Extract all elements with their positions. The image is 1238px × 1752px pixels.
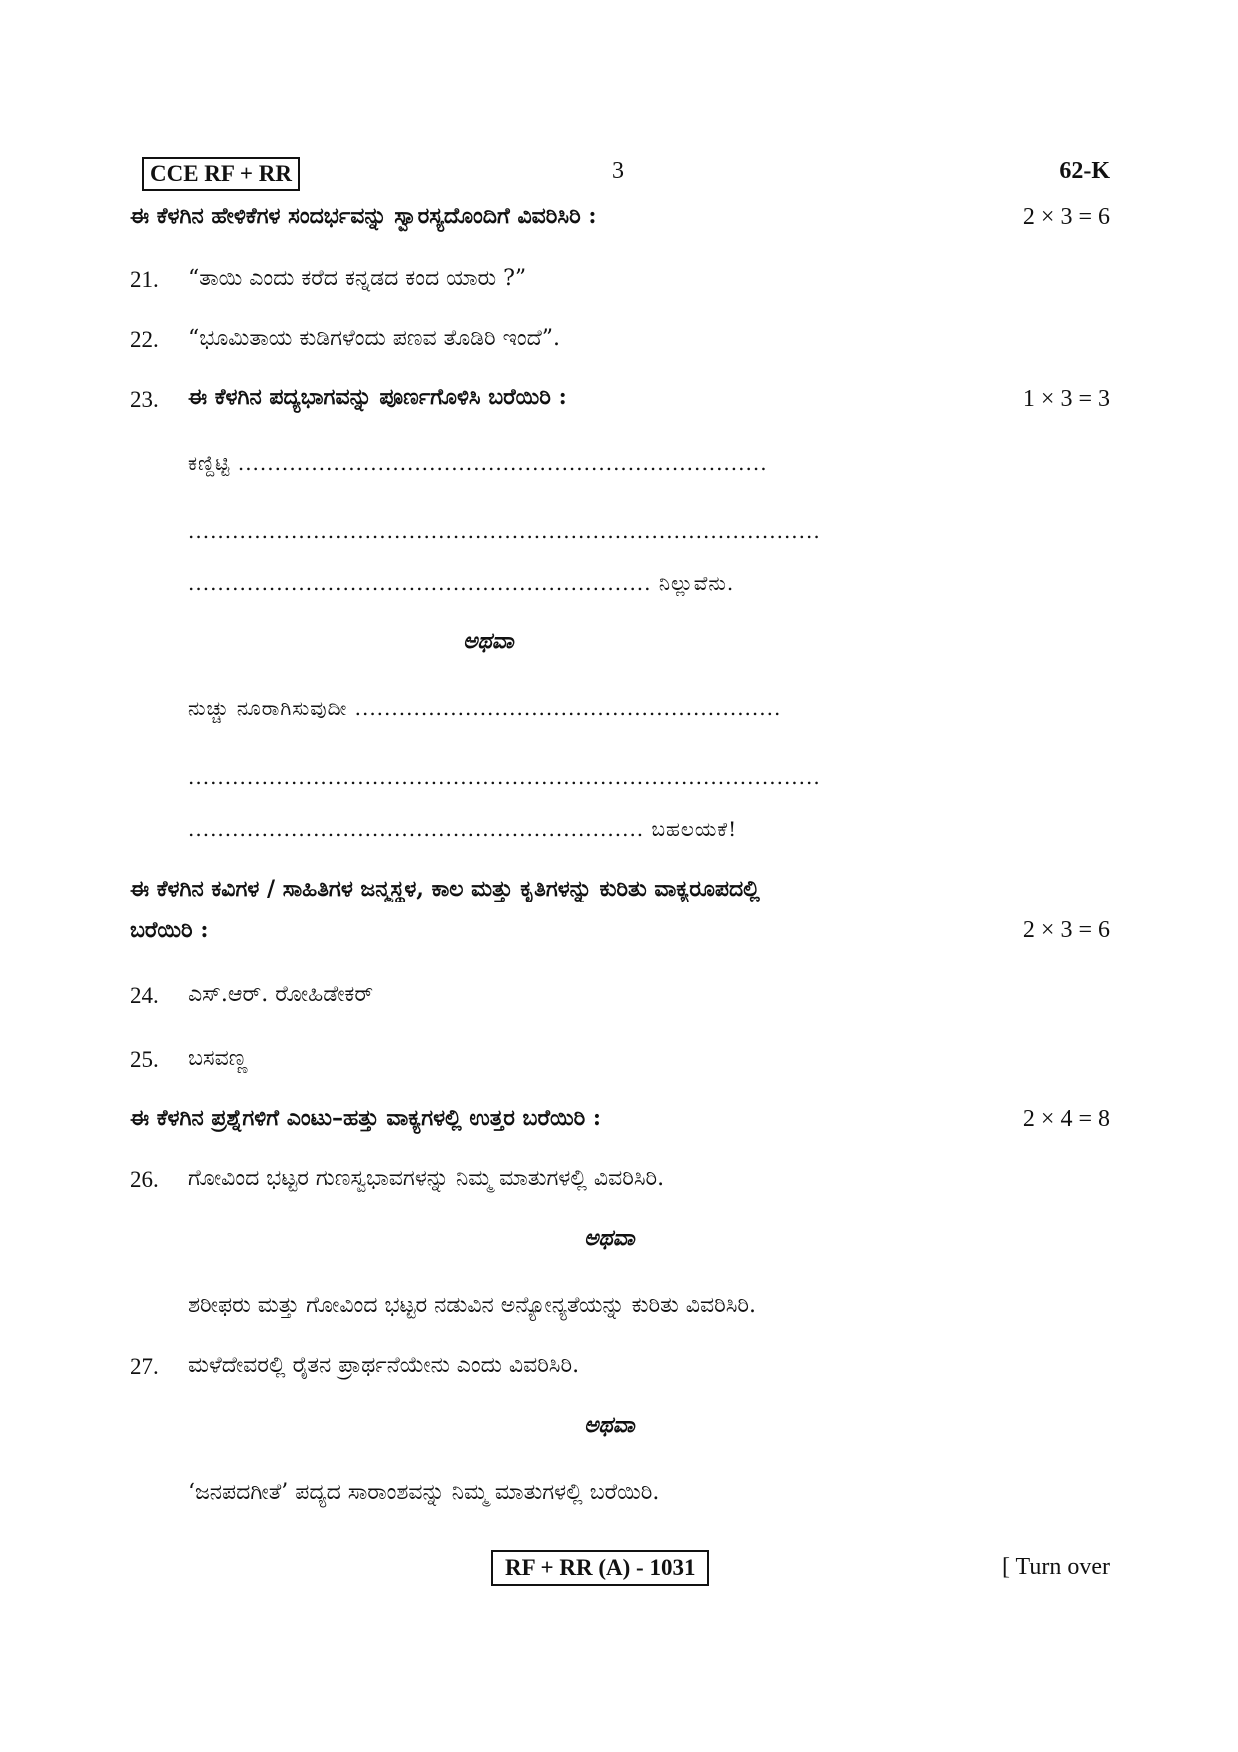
section3-marks: 2 × 3 = 6 xyxy=(1022,917,1110,943)
question-26-text: ಗೋವಿಂದ ಭಟ್ಟರ ಗುಣಸ್ವಭಾವಗಳನ್ನು ನಿಮ್ಮ ಮಾತುಗಳಲ್ಲಿ ವಿವರಿಸಿರಿ. xyxy=(188,1166,665,1191)
poem-a-line-2: ...................................................................................... xyxy=(188,519,821,543)
paper-code-box: CCE RF + RR xyxy=(142,157,300,191)
poem-b-line-1: ನುಚ್ಚು ನೂರಾಗಿಸುವುದೀ .......................................................... xyxy=(188,696,782,720)
poem-b-line-3: .............................................................. ಬಹಲಯಕೆ! xyxy=(188,817,738,841)
section1-heading: ಈ ಕೆಳಗಿನ ಹೇಳಿಕೆಗಳ ಸಂದರ್ಭವನ್ನು ಸ್ವಾರಸ್ಯದೊಂದಿಗೆ ವಿವರಿಸಿರಿ : xyxy=(130,203,597,229)
question-number-27: 27. xyxy=(130,1354,159,1379)
question-23-marks: 1 × 3 = 3 xyxy=(1022,386,1110,412)
page-number: 3 xyxy=(612,158,624,184)
or-separator-23: ಅಥವಾ xyxy=(463,628,514,654)
question-24-text: ಎಸ್.ಆರ್. ರೋಹಿಡೇಕರ್ xyxy=(188,982,374,1007)
turn-over-note: [ Turn over xyxy=(1001,1554,1110,1580)
question-21-text: “ತಾಯಿ ಎಂದು ಕರೆದ ಕನ್ನಡದ ಕಂದ ಯಾರು ?” xyxy=(188,266,527,291)
question-number-22: 22. xyxy=(130,327,159,352)
or-separator-26: ಅಥವಾ xyxy=(584,1225,635,1251)
subject-code: 62-K xyxy=(1059,158,1110,184)
footer-code-box: RF + RR (A) - 1031 xyxy=(491,1550,709,1586)
section4-marks: 2 × 4 = 8 xyxy=(1022,1106,1110,1132)
section1-marks: 2 × 3 = 6 xyxy=(1022,204,1110,230)
question-22-text: “ಭೂಮಿತಾಯ ಕುಡಿಗಳೆಂದು ಪಣವ ತೊಡಿರಿ ಇಂದೆ”. xyxy=(188,326,560,351)
question-27-alternative: ‘ಜನಪದಗೀತೆ’ ಪದ್ಯದ ಸಾರಾಂಶವನ್ನು ನಿಮ್ಮ ಮಾತುಗಳಲ್ಲಿ ಬರೆಯಿರಿ. xyxy=(188,1480,660,1505)
section3-heading-line2: ಬರೆಯಿರಿ : xyxy=(130,917,209,943)
question-26-alternative: ಶರೀಫರು ಮತ್ತು ಗೋವಿಂದ ಭಟ್ಟರ ನಡುವಿನ ಅನ್ಯೋನ್ಯತೆಯನ್ನು ಕುರಿತು ವಿವರಿಸಿರಿ. xyxy=(188,1293,756,1318)
question-25-text: ಬಸವಣ್ಣ xyxy=(188,1046,248,1071)
question-27-text: ಮಳೆದೇವರಲ್ಲಿ ರೈತನ ಪ್ರಾರ್ಥನೆಯೇನು ಎಂದು ವಿವರಿಸಿರಿ. xyxy=(188,1353,580,1378)
poem-a-line-3: ............................................................... ನಿಲ್ಲುವೆನು. xyxy=(188,571,735,595)
question-number-24: 24. xyxy=(130,983,159,1008)
section3-heading-line1: ಈ ಕೆಳಗಿನ ಕವಿಗಳ / ಸಾಹಿತಿಗಳ ಜನ್ಮಸ್ಥಳ, ಕಾಲ ಮತ್ತು ಕೃತಿಗಳನ್ನು ಕುರಿತು ವಾಕ್ಯರೂಪದಲ್ಲಿ xyxy=(130,876,760,902)
question-number-23: 23. xyxy=(130,387,159,412)
question-number-21: 21. xyxy=(130,267,159,292)
or-separator-27: ಅಥವಾ xyxy=(584,1412,635,1438)
question-number-26: 26. xyxy=(130,1167,159,1192)
poem-a-line-1: ಕಣ್ದಿಟ್ಟಿ ........................................................................ xyxy=(188,451,768,475)
question-number-25: 25. xyxy=(130,1047,159,1072)
poem-b-line-2: ...................................................................................... xyxy=(188,765,821,789)
question-23-heading: ಈ ಕೆಳಗಿನ ಪದ್ಯಭಾಗವನ್ನು ಪೂರ್ಣಗೊಳಿಸಿ ಬರೆಯಿರಿ : xyxy=(188,384,567,410)
section4-heading: ಈ ಕೆಳಗಿನ ಪ್ರಶ್ನೆಗಳಿಗೆ ಎಂಟು–ಹತ್ತು ವಾಕ್ಯಗಳಲ್ಲಿ ಉತ್ತರ ಬರೆಯಿರಿ : xyxy=(130,1105,601,1131)
